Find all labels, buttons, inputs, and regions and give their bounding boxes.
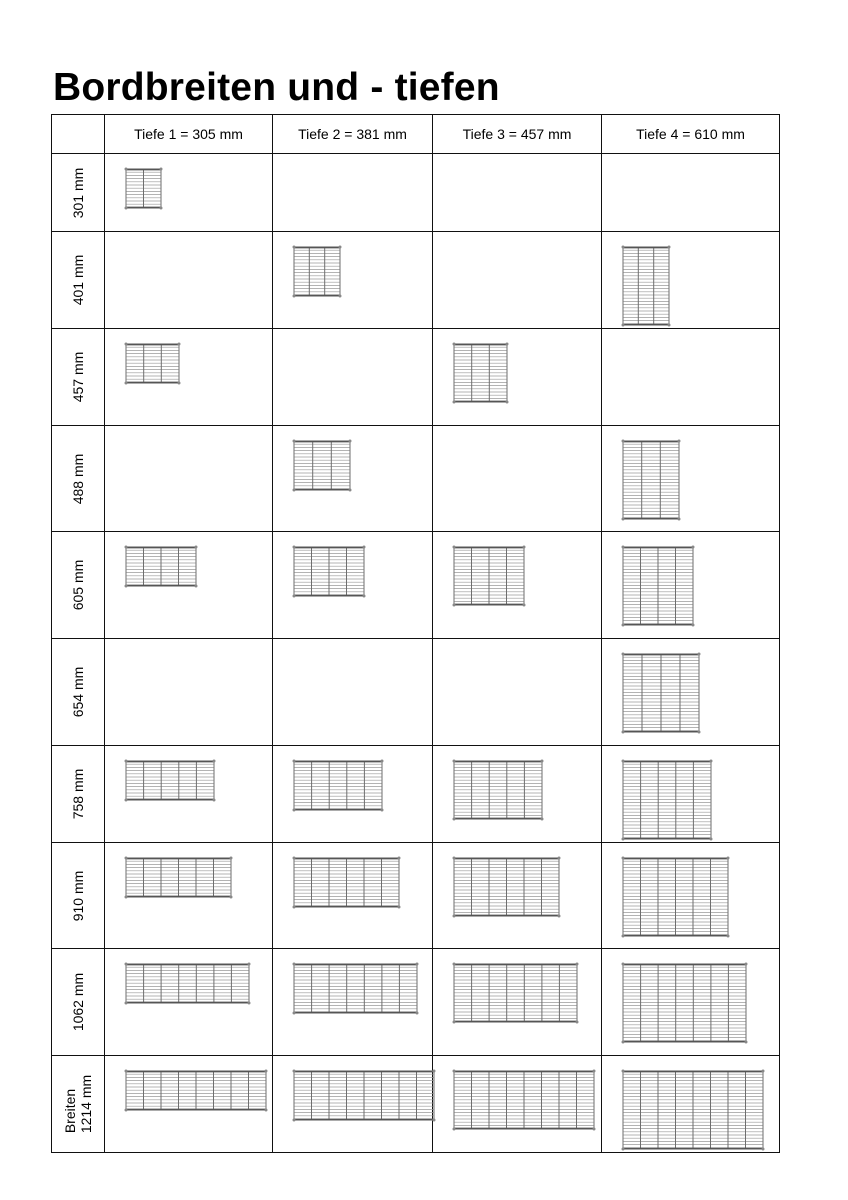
wire-shelf-icon (124, 342, 181, 385)
wire-shelf-icon (292, 1069, 436, 1122)
wire-shelf-icon (292, 759, 384, 812)
shelf-cell (433, 532, 602, 639)
width-label-cell (52, 329, 105, 426)
shelf-cell (433, 949, 602, 1056)
table-row (52, 843, 780, 949)
wire-shelf-icon (621, 652, 701, 734)
shelf-cell (105, 843, 273, 949)
table-row (52, 426, 780, 532)
shelf-cell (602, 426, 780, 532)
shelf-cell (105, 746, 273, 843)
shelf-cell (273, 154, 433, 232)
width-label: 605 mm (70, 559, 86, 611)
wire-shelf-icon (452, 342, 509, 404)
shelf-cell (105, 426, 273, 532)
wire-shelf-icon (621, 245, 671, 327)
corner-cell (52, 115, 105, 154)
wire-shelf-icon (621, 759, 713, 841)
width-label-cell (52, 949, 105, 1056)
shelf-cell (273, 639, 433, 746)
shelf-cell (273, 746, 433, 843)
shelf-cell (433, 426, 602, 532)
shelf-cell (602, 843, 780, 949)
shelf-cell (602, 329, 780, 426)
shelf-cell (105, 639, 273, 746)
width-label: 301 mm (70, 167, 86, 218)
shelf-cell (273, 426, 433, 532)
table-row (52, 232, 780, 329)
shelf-cell (433, 843, 602, 949)
shelf-cell (602, 746, 780, 843)
row-extra-label: Breiten (62, 1088, 78, 1134)
wire-shelf-icon (452, 962, 579, 1024)
shelf-cell (273, 532, 433, 639)
table-row (52, 154, 780, 232)
shelf-cell (602, 639, 780, 746)
width-label-cell (52, 154, 105, 232)
table-row (52, 639, 780, 746)
wire-shelf-icon (621, 545, 695, 627)
width-label-cell (52, 1056, 105, 1153)
shelf-cell (105, 329, 273, 426)
width-label: 654 mm (70, 666, 86, 718)
shelf-cell (433, 639, 602, 746)
wire-shelf-icon (292, 856, 401, 909)
depth-header-1: Tiefe 1 = 305 mm (105, 115, 273, 154)
shelf-cell (273, 949, 433, 1056)
wire-shelf-icon (124, 856, 233, 899)
wire-shelf-icon (621, 856, 730, 938)
width-label: 758 mm (70, 768, 86, 820)
shelf-size-table (51, 114, 780, 1153)
wire-shelf-icon (621, 962, 748, 1044)
wire-shelf-icon (452, 759, 544, 821)
width-label-cell (52, 746, 105, 843)
table-row (52, 532, 780, 639)
wire-shelf-icon (621, 439, 681, 521)
wire-shelf-icon (452, 545, 526, 607)
wire-shelf-icon (452, 856, 561, 918)
width-label-cell (52, 639, 105, 746)
wire-shelf-icon (124, 1069, 268, 1112)
table-row (52, 329, 780, 426)
shelf-cell (273, 232, 433, 329)
shelf-cell (433, 746, 602, 843)
shelf-cell (105, 949, 273, 1056)
table-row (52, 1056, 780, 1153)
shelf-cell (105, 232, 273, 329)
width-label-cell (52, 426, 105, 532)
width-label: 457 mm (70, 351, 86, 403)
wire-shelf-icon (452, 1069, 596, 1131)
width-label-cell (52, 232, 105, 329)
shelf-cell (433, 232, 602, 329)
wire-shelf-icon (124, 545, 198, 588)
wire-shelf-icon (292, 245, 342, 298)
width-label: 1214 mm (78, 1074, 94, 1134)
shelf-cell (433, 1056, 602, 1153)
header-row (52, 115, 780, 154)
width-label: 910 mm (70, 870, 86, 921)
wire-shelf-icon (292, 439, 352, 492)
shelf-cell (105, 532, 273, 639)
width-label-cell (52, 532, 105, 639)
width-label: 401 mm (70, 254, 86, 306)
wire-shelf-icon (292, 962, 419, 1015)
depth-header-3: Tiefe 3 = 457 mm (433, 115, 602, 154)
shelf-cell (273, 329, 433, 426)
shelf-cell (602, 532, 780, 639)
wire-shelf-icon (124, 962, 251, 1005)
shelf-cell (602, 154, 780, 232)
shelf-cell (602, 232, 780, 329)
depth-header-4: Tiefe 4 = 610 mm (602, 115, 780, 154)
depth-header-2: Tiefe 2 = 381 mm (273, 115, 433, 154)
shelf-cell (105, 154, 273, 232)
shelf-cell (105, 1056, 273, 1153)
width-label: 488 mm (70, 453, 86, 504)
shelf-cell (602, 949, 780, 1056)
wire-shelf-icon (124, 759, 216, 802)
width-label-cell (52, 843, 105, 949)
wire-shelf-icon (621, 1069, 765, 1151)
shelf-cell (433, 329, 602, 426)
page-title: Bordbreiten und - tiefen (53, 66, 500, 109)
shelf-cell (433, 154, 602, 232)
shelf-cell (273, 1056, 433, 1153)
table-row (52, 949, 780, 1056)
shelf-cell (273, 843, 433, 949)
wire-shelf-icon (292, 545, 366, 598)
table-row (52, 746, 780, 843)
width-label: 1062 mm (70, 972, 86, 1032)
wire-shelf-icon (124, 167, 163, 210)
shelf-cell (602, 1056, 780, 1153)
